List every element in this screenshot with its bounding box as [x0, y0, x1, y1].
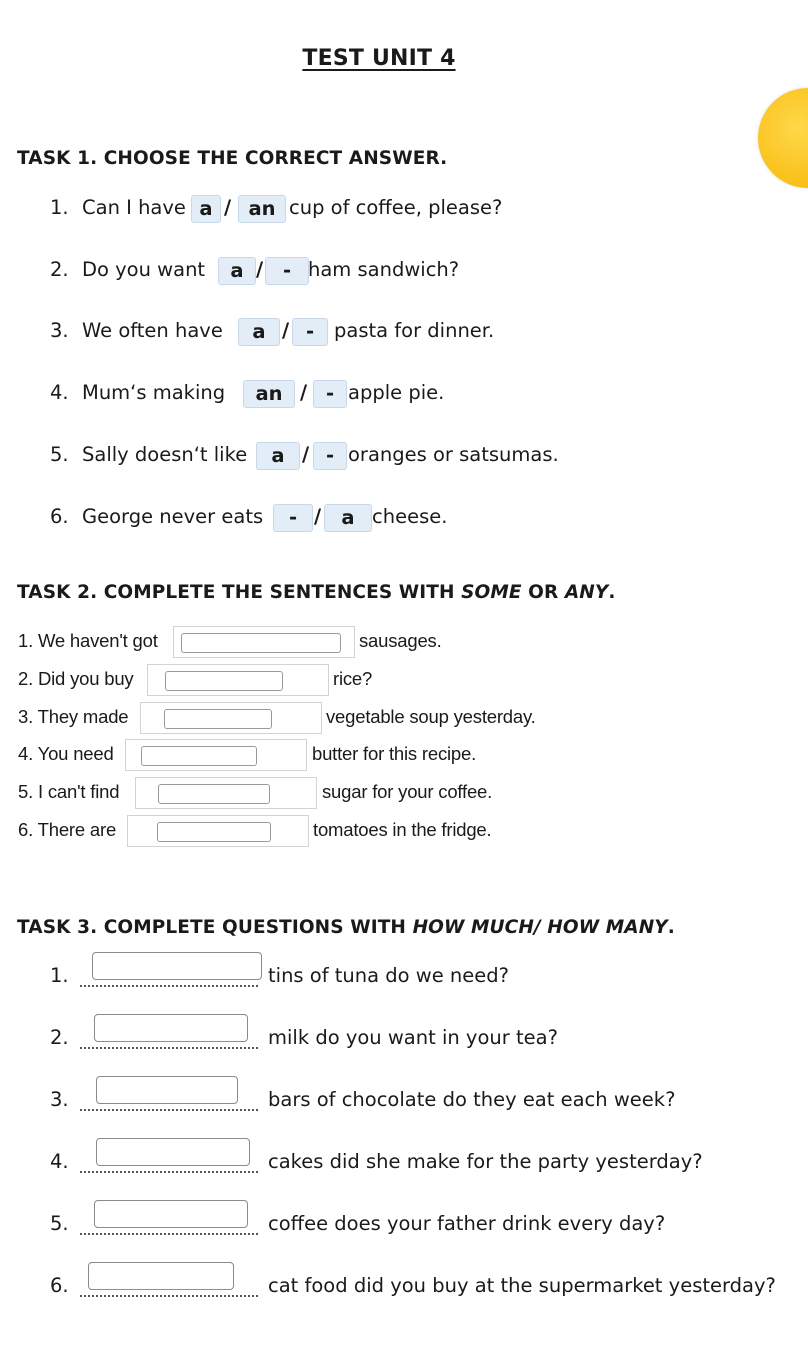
item-text-after: oranges or satsumas. [348, 443, 559, 466]
answer-option[interactable]: a [218, 257, 256, 285]
option-separator: / [302, 443, 310, 466]
answer-option[interactable]: - [313, 442, 347, 470]
decorative-sticker [758, 88, 808, 188]
dotted-answer-line [80, 1295, 258, 1297]
item-number: 2. [50, 258, 69, 281]
item-number: 5. [50, 1212, 69, 1235]
item-number: 1. [50, 196, 69, 219]
item-text-after: milk do you want in your tea? [268, 1026, 558, 1049]
dotted-answer-line [80, 985, 258, 987]
item-number: 4. [50, 1150, 69, 1173]
answer-option[interactable]: an [238, 195, 286, 223]
answer-option[interactable]: a [191, 195, 221, 223]
dotted-answer-line [80, 1233, 258, 1235]
item-text-after: rice? [333, 668, 373, 689]
answer-input[interactable] [96, 1076, 238, 1104]
item-text-before: We often have [82, 319, 223, 342]
item-text-after: vegetable soup yesterday. [326, 706, 536, 727]
item-number: 4. [50, 381, 69, 404]
item-text-after: pasta for dinner. [334, 319, 495, 342]
item-text-after: tomatoes in the fridge. [313, 819, 492, 840]
item-text-before: Mum‘s making [82, 381, 226, 404]
item-text-before: 3. They made [18, 706, 129, 727]
item-number: 6. [50, 1274, 69, 1297]
item-text-before: 4. You need [18, 743, 114, 764]
answer-option[interactable]: an [243, 380, 295, 408]
dotted-answer-line [80, 1047, 258, 1049]
item-text-after: ham sandwich? [308, 258, 460, 281]
item-number: 6. [50, 505, 69, 528]
item-text-before: Do you want [82, 258, 206, 281]
item-text-before: George never eats [82, 505, 264, 528]
item-text-after: butter for this recipe. [312, 743, 477, 764]
option-separator: / [224, 196, 232, 219]
item-text-before: 5. I can't find [18, 781, 120, 802]
item-text-before: 2. Did you buy [18, 668, 134, 689]
item-text-after: cup of coffee, please? [289, 196, 503, 219]
task3-heading: TASK 3. COMPLETE QUESTIONS WITH HOW MUCH/ HOW MANY. [17, 917, 675, 938]
item-text-after: coffee does your father drink every day? [268, 1212, 666, 1235]
item-text-before: Can I have [82, 196, 186, 219]
answer-input[interactable] [158, 784, 270, 804]
item-text-after: tins of tuna do we need? [268, 964, 510, 987]
item-text-after: bars of chocolate do they eat each week? [268, 1088, 676, 1111]
item-number: 3. [50, 319, 69, 342]
answer-input[interactable] [181, 633, 341, 653]
answer-option[interactable]: - [265, 257, 309, 285]
answer-input[interactable] [164, 709, 272, 729]
answer-input[interactable] [157, 822, 271, 842]
answer-option[interactable]: - [273, 504, 313, 532]
dotted-answer-line [80, 1171, 258, 1173]
item-number: 1. [50, 964, 69, 987]
answer-input[interactable] [94, 1014, 248, 1042]
answer-option[interactable]: a [238, 318, 280, 346]
answer-option[interactable]: - [292, 318, 328, 346]
dotted-answer-line [80, 1109, 258, 1111]
item-text-after: cheese. [372, 505, 448, 528]
item-text-before: 6. There are [18, 819, 117, 840]
option-separator: / [256, 258, 264, 281]
answer-option[interactable]: a [256, 442, 300, 470]
item-text-after: sugar for your coffee. [322, 781, 493, 802]
option-separator: / [300, 381, 308, 404]
item-text-after: apple pie. [348, 381, 445, 404]
answer-input[interactable] [88, 1262, 234, 1290]
item-number: 5. [50, 443, 69, 466]
option-separator: / [314, 505, 322, 528]
item-text-after: cat food did you buy at the supermarket yesterday? [268, 1274, 776, 1297]
item-text-before: Sally doesn‘t like [82, 443, 248, 466]
answer-option[interactable]: - [313, 380, 347, 408]
item-number: 3. [50, 1088, 69, 1111]
answer-input[interactable] [94, 1200, 248, 1228]
item-text-after: cakes did she make for the party yesterday? [268, 1150, 703, 1173]
task1-heading: TASK 1. CHOOSE THE CORRECT ANSWER. [17, 148, 448, 169]
answer-input[interactable] [141, 746, 257, 766]
option-separator: / [282, 319, 290, 342]
item-number: 2. [50, 1026, 69, 1049]
answer-input[interactable] [92, 952, 262, 980]
answer-input[interactable] [165, 671, 283, 691]
answer-input[interactable] [96, 1138, 250, 1166]
item-text-after: sausages. [359, 630, 442, 651]
page-title: TEST UNIT 4 [302, 46, 456, 71]
item-text-before: 1. We haven't got [18, 630, 158, 651]
task2-heading: TASK 2. COMPLETE THE SENTENCES WITH SOME OR ANY. [17, 582, 616, 603]
answer-option[interactable]: a [324, 504, 372, 532]
